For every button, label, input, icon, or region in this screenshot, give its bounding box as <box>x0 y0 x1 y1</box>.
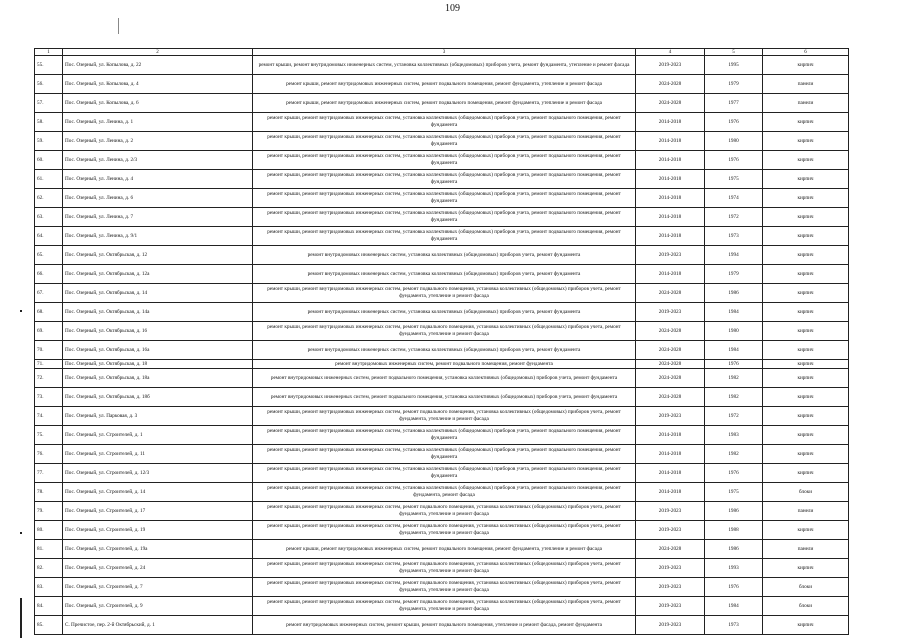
period-cell: 2014-2018 <box>636 227 705 246</box>
row-number-cell: 63. <box>35 208 63 227</box>
table-row <box>35 426 849 445</box>
year-built-cell: 1979 <box>705 75 763 94</box>
period-cell: 2019-2023 <box>636 407 705 426</box>
row-number-cell: 81. <box>35 540 63 559</box>
row-number-cell: 73. <box>35 388 63 407</box>
table-row <box>35 113 849 132</box>
address-cell: Пос. Озерный, ул. Ленина, д. 6 <box>63 189 253 208</box>
table-row <box>35 284 849 303</box>
wall-material-cell: панели <box>763 540 849 559</box>
address-cell: Пос. Озерный, ул. Октябрьская, д. 18 <box>63 360 253 369</box>
row-number-cell: 70. <box>35 341 63 360</box>
works-cell: ремонт внутридомовых инженерных систем, ремонт крыши, ремонт подвального помещения, утепление и ремонт фасада, ремонт фундамента <box>253 616 636 635</box>
works-cell: ремонт внутридомовых инженерных систем, установка коллективных (общедомовых) приборов учета, ремонт фундамента <box>253 246 636 265</box>
wall-material-cell: кирпич <box>763 360 849 369</box>
works-cell: ремонт крыши, ремонт внутридомовых инженерных систем, установка коллективных (общедомовых) приборов учета, ремонт фундамента, утепление и ремонт фасада <box>253 56 636 75</box>
table-row <box>35 464 849 483</box>
row-number-cell: 66. <box>35 265 63 284</box>
row-number-cell: 75. <box>35 426 63 445</box>
period-cell: 2024-2028 <box>636 341 705 360</box>
row-number-cell: 85. <box>35 616 63 635</box>
wall-material-cell: кирпич <box>763 113 849 132</box>
table-row <box>35 94 849 113</box>
period-cell: 2024-2028 <box>636 284 705 303</box>
period-cell: 2019-2023 <box>636 56 705 75</box>
table-row <box>35 341 849 360</box>
works-cell: ремонт крыши, ремонт внутридомовых инженерных систем, ремонт подвального помещения, ремонт фундамента, утепление и ремонт фасада <box>253 94 636 113</box>
period-cell: 2014-2018 <box>636 445 705 464</box>
period-cell: 2014-2018 <box>636 113 705 132</box>
year-built-cell: 1988 <box>705 521 763 540</box>
year-built-cell: 1982 <box>705 369 763 388</box>
year-built-cell: 1976 <box>705 151 763 170</box>
row-number-cell: 83. <box>35 578 63 597</box>
table-row <box>35 132 849 151</box>
works-cell: ремонт крыши, ремонт внутридомовых инженерных систем, установка коллективных (общедомовых) приборов учета, ремонт подвального помещения, ремонт фундамента <box>253 208 636 227</box>
address-cell: Пос. Озерный, ул. Копылова, д. 22 <box>63 56 253 75</box>
wall-material-cell: блоки <box>763 483 849 502</box>
address-cell: Пос. Озерный, ул. Строителей, д. 19 <box>63 521 253 540</box>
period-cell: 2019-2023 <box>636 521 705 540</box>
works-cell: ремонт крыши, ремонт внутридомовых инженерных систем, установка коллективных (общедомовых) приборов учета, ремонт подвального помещения, ремонт фундамента <box>253 227 636 246</box>
works-cell: ремонт внутридомовых инженерных систем, ремонт подвального помещения, установка коллективных (общедомовых) приборов учета, ремонт фундамента <box>253 369 636 388</box>
works-cell: ремонт крыши, ремонт внутридомовых инженерных систем, ремонт подвального помещения, установка коллективных (общедомовых) приборов учета, ремонт фундамента, утепление и ремонт фасада <box>253 521 636 540</box>
address-cell: Пос. Озерный, ул. Копылова, д. 6 <box>63 94 253 113</box>
table-row <box>35 407 849 426</box>
row-number-cell: 76. <box>35 445 63 464</box>
year-built-cell: 1986 <box>705 540 763 559</box>
binding-tick-mark <box>20 310 22 312</box>
table-row <box>35 75 849 94</box>
address-cell: С. Пречистое, пер. 2-й Октябрьский, д. 1 <box>63 616 253 635</box>
address-cell: Пос. Озерный, ул. Строителей, д. 9 <box>63 597 253 616</box>
table-row <box>35 56 849 75</box>
year-built-cell: 1975 <box>705 170 763 189</box>
year-built-cell: 1984 <box>705 597 763 616</box>
period-cell: 2014-2018 <box>636 426 705 445</box>
address-cell: Пос. Озерный, ул. Октябрьская, д. 12 <box>63 246 253 265</box>
works-cell: ремонт крыши, ремонт внутридомовых инженерных систем, ремонт подвального помещения, установка коллективных (общедомовых) приборов учета, ремонт фундамента, утепление и ремонт фасада <box>253 559 636 578</box>
period-cell: 2024-2028 <box>636 369 705 388</box>
year-built-cell: 1982 <box>705 388 763 407</box>
row-number-cell: 82. <box>35 559 63 578</box>
address-cell: Пос. Озерный, ул. Октябрьская, д. 14а <box>63 303 253 322</box>
wall-material-cell: кирпич <box>763 246 849 265</box>
year-built-cell: 1979 <box>705 265 763 284</box>
table-row <box>35 170 849 189</box>
table-row <box>35 265 849 284</box>
address-cell: Пос. Озерный, ул. Ленина, д. 2 <box>63 132 253 151</box>
works-cell: ремонт крыши, ремонт внутридомовых инженерных систем, ремонт подвального помещения, установка коллективных (общедомовых) приборов учета, ремонт фундамента, утепление и ремонт фасада <box>253 502 636 521</box>
wall-material-cell: кирпич <box>763 521 849 540</box>
period-cell: 2024-2028 <box>636 360 705 369</box>
column-header: 5 <box>705 49 763 56</box>
year-built-cell: 1993 <box>705 559 763 578</box>
address-cell: Пос. Озерный, ул. Ленина, д. 7 <box>63 208 253 227</box>
table-row <box>35 227 849 246</box>
row-number-cell: 61. <box>35 170 63 189</box>
year-built-cell: 1976 <box>705 578 763 597</box>
year-built-cell: 1977 <box>705 94 763 113</box>
works-cell: ремонт крыши, ремонт внутридомовых инженерных систем, ремонт подвального помещения, установка коллективных (общедомовых) приборов учета, ремонт фундамента, утепление и ремонт фасада <box>253 322 636 341</box>
row-number-cell: 79. <box>35 502 63 521</box>
wall-material-cell: кирпич <box>763 151 849 170</box>
row-number-cell: 71. <box>35 360 63 369</box>
table-row <box>35 502 849 521</box>
table-row <box>35 578 849 597</box>
wall-material-cell: кирпич <box>763 445 849 464</box>
works-cell: ремонт крыши, ремонт внутридомовых инженерных систем, установка коллективных (общедомовых) приборов учета, ремонт подвального помещения, ремонт фундамента <box>253 151 636 170</box>
address-cell: Пос. Озерный, ул. Октябрьская, д. 16а <box>63 341 253 360</box>
address-cell: Пос. Озерный, ул. Строителей, д. 7 <box>63 578 253 597</box>
wall-material-cell: кирпич <box>763 208 849 227</box>
row-number-cell: 80. <box>35 521 63 540</box>
period-cell: 2019-2023 <box>636 502 705 521</box>
wall-material-cell: кирпич <box>763 227 849 246</box>
row-number-cell: 57. <box>35 94 63 113</box>
works-cell: ремонт крыши, ремонт внутридомовых инженерных систем, ремонт подвального помещения, ремонт фундамента, утепление и ремонт фасада <box>253 540 636 559</box>
address-cell: Пос. Озерный, ул. Октябрьская, д. 18а <box>63 369 253 388</box>
address-cell: Пос. Озерный, ул. Строителей, д. 11 <box>63 445 253 464</box>
works-cell: ремонт внутридомовых инженерных систем, установка коллективных (общедомовых) приборов учета, ремонт фундамента <box>253 265 636 284</box>
works-cell: ремонт крыши, ремонт внутридомовых инженерных систем, установка коллективных (общедомовых) приборов учета, ремонт подвального помещения, ремонт фундамента <box>253 464 636 483</box>
table-row <box>35 597 849 616</box>
period-cell: 2024-2028 <box>636 94 705 113</box>
row-number-cell: 59. <box>35 132 63 151</box>
year-built-cell: 1984 <box>705 303 763 322</box>
wall-material-cell: кирпич <box>763 322 849 341</box>
address-cell: Пос. Озерный, ул. Строителей, д. 12/3 <box>63 464 253 483</box>
row-number-cell: 69. <box>35 322 63 341</box>
address-cell: Пос. Озерный, ул. Ленина, д. 4 <box>63 170 253 189</box>
wall-material-cell: кирпич <box>763 341 849 360</box>
wall-material-cell: блоки <box>763 578 849 597</box>
row-number-cell: 84. <box>35 597 63 616</box>
year-built-cell: 1976 <box>705 113 763 132</box>
table-row <box>35 208 849 227</box>
wall-material-cell: кирпич <box>763 369 849 388</box>
wall-material-cell: кирпич <box>763 189 849 208</box>
period-cell: 2024-2028 <box>636 322 705 341</box>
period-cell: 2024-2028 <box>636 540 705 559</box>
table-row <box>35 303 849 322</box>
address-cell: Пос. Озерный, ул. Октябрьская, д. 16 <box>63 322 253 341</box>
address-cell: Пос. Озерный, ул. Строителей, д. 14 <box>63 483 253 502</box>
year-built-cell: 1994 <box>705 246 763 265</box>
table-row <box>35 483 849 502</box>
works-cell: ремонт крыши, ремонт внутридомовых инженерных систем, установка коллективных (общедомовых) приборов учета, ремонт подвального помещения, ремонт фундамента <box>253 189 636 208</box>
year-built-cell: 1980 <box>705 322 763 341</box>
address-cell: Пос. Озерный, ул. Октябрьская, д. 14 <box>63 284 253 303</box>
column-header: 3 <box>253 49 636 56</box>
year-built-cell: 1972 <box>705 208 763 227</box>
wall-material-cell: кирпич <box>763 388 849 407</box>
table-row <box>35 246 849 265</box>
period-cell: 2014-2018 <box>636 151 705 170</box>
year-built-cell: 1976 <box>705 360 763 369</box>
year-built-cell: 1986 <box>705 502 763 521</box>
period-cell: 2019-2023 <box>636 616 705 635</box>
address-cell: Пос. Озерный, ул. Строителей, д. 19а <box>63 540 253 559</box>
row-number-cell: 55. <box>35 56 63 75</box>
works-cell: ремонт внутридомовых инженерных систем, ремонт подвального помещения, ремонт фундамента <box>253 360 636 369</box>
address-cell: Пос. Озерный, ул. Строителей, д. 17 <box>63 502 253 521</box>
column-header: 2 <box>63 49 253 56</box>
column-header: 6 <box>763 49 849 56</box>
wall-material-cell: кирпич <box>763 464 849 483</box>
table-row <box>35 521 849 540</box>
housing-repair-table <box>34 48 849 635</box>
year-built-cell: 1986 <box>705 284 763 303</box>
row-number-cell: 68. <box>35 303 63 322</box>
wall-material-cell: блоки <box>763 597 849 616</box>
year-built-cell: 1972 <box>705 407 763 426</box>
row-number-cell: 74. <box>35 407 63 426</box>
period-cell: 2014-2018 <box>636 132 705 151</box>
period-cell: 2019-2023 <box>636 578 705 597</box>
year-built-cell: 1980 <box>705 132 763 151</box>
address-cell: Пос. Озерный, ул. Копылова, д. 4 <box>63 75 253 94</box>
table-row <box>35 369 849 388</box>
works-cell: ремонт крыши, ремонт внутридомовых инженерных систем, ремонт подвального помещения, установка коллективных (общедомовых) приборов учета, ремонт фундамента, утепление и ремонт фасада <box>253 407 636 426</box>
row-number-cell: 67. <box>35 284 63 303</box>
binding-tick-mark <box>20 532 22 534</box>
year-built-cell: 1973 <box>705 616 763 635</box>
address-cell: Пос. Озерный, ул. Строителей, д. 24 <box>63 559 253 578</box>
address-cell: Пос. Озерный, ул. Парковая, д. 3 <box>63 407 253 426</box>
year-built-cell: 1975 <box>705 483 763 502</box>
row-number-cell: 72. <box>35 369 63 388</box>
wall-material-cell: кирпич <box>763 303 849 322</box>
wall-material-cell: панели <box>763 75 849 94</box>
wall-material-cell: кирпич <box>763 56 849 75</box>
table-row <box>35 616 849 635</box>
wall-material-cell: кирпич <box>763 265 849 284</box>
column-number-row <box>35 49 849 56</box>
period-cell: 2014-2018 <box>636 208 705 227</box>
year-built-cell: 1983 <box>705 426 763 445</box>
row-number-cell: 64. <box>35 227 63 246</box>
wall-material-cell: кирпич <box>763 284 849 303</box>
table-row <box>35 445 849 464</box>
wall-material-cell: кирпич <box>763 559 849 578</box>
address-cell: Пос. Озерный, ул. Ленина, д. 9/1 <box>63 227 253 246</box>
works-cell: ремонт крыши, ремонт внутридомовых инженерных систем, установка коллективных (общедомовых) приборов учета, ремонт подвального помещения, ремонт фундамента, ремонт фасада <box>253 483 636 502</box>
works-cell: ремонт крыши, ремонт внутридомовых инженерных систем, установка коллективных (общедомовых) приборов учета, ремонт подвального помещения, ремонт фундамента <box>253 426 636 445</box>
period-cell: 2019-2023 <box>636 597 705 616</box>
wall-material-cell: панели <box>763 502 849 521</box>
page-number: 109 <box>445 3 460 14</box>
works-cell: ремонт внутридомовых инженерных систем, установка коллективных (общедомовых) приборов учета, ремонт фундамента <box>253 341 636 360</box>
address-cell: Пос. Озерный, ул. Октябрьская, д. 18б <box>63 388 253 407</box>
column-header: 4 <box>636 49 705 56</box>
address-cell: Пос. Озерный, ул. Строителей, д. 1 <box>63 426 253 445</box>
table-row <box>35 189 849 208</box>
table-row <box>35 540 849 559</box>
period-cell: 2019-2023 <box>636 559 705 578</box>
binding-tick-mark <box>20 598 22 638</box>
period-cell: 2024-2028 <box>636 75 705 94</box>
row-number-cell: 56. <box>35 75 63 94</box>
address-cell: Пос. Озерный, ул. Ленина, д. 2/3 <box>63 151 253 170</box>
year-built-cell: 1976 <box>705 464 763 483</box>
row-number-cell: 78. <box>35 483 63 502</box>
wall-material-cell: кирпич <box>763 170 849 189</box>
table-row <box>35 151 849 170</box>
wall-material-cell: кирпич <box>763 132 849 151</box>
wall-material-cell: кирпич <box>763 616 849 635</box>
period-cell: 2019-2023 <box>636 246 705 265</box>
table-row <box>35 322 849 341</box>
row-number-cell: 62. <box>35 189 63 208</box>
works-cell: ремонт крыши, ремонт внутридомовых инженерных систем, установка коллективных (общедомовых) приборов учета, ремонт подвального помещения, ремонт фундамента <box>253 113 636 132</box>
binding-tick-mark <box>118 18 119 34</box>
works-cell: ремонт крыши, ремонт внутридомовых инженерных систем, ремонт подвального помещения, установка коллективных (общедомовых) приборов учета, ремонт фундамента, утепление и ремонт фасада <box>253 284 636 303</box>
year-built-cell: 1984 <box>705 341 763 360</box>
period-cell: 2019-2023 <box>636 303 705 322</box>
works-cell: ремонт крыши, ремонт внутридомовых инженерных систем, установка коллективных (общедомовых) приборов учета, ремонт подвального помещения, ремонт фундамента <box>253 132 636 151</box>
works-cell: ремонт крыши, ремонт внутридомовых инженерных систем, ремонт подвального помещения, ремонт фундамента, утепление и ремонт фасада <box>253 75 636 94</box>
year-built-cell: 1995 <box>705 56 763 75</box>
year-built-cell: 1974 <box>705 189 763 208</box>
table-row <box>35 388 849 407</box>
works-cell: ремонт внутридомовых инженерных систем, ремонт подвального помещения, установка коллективных (общедомовых) приборов учета, ремонт фундамента <box>253 388 636 407</box>
period-cell: 2014-2018 <box>636 189 705 208</box>
year-built-cell: 1973 <box>705 227 763 246</box>
column-header: 1 <box>35 49 63 56</box>
row-number-cell: 77. <box>35 464 63 483</box>
address-cell: Пос. Озерный, ул. Ленина, д. 1 <box>63 113 253 132</box>
period-cell: 2014-2018 <box>636 483 705 502</box>
period-cell: 2024-2028 <box>636 388 705 407</box>
works-cell: ремонт крыши, ремонт внутридомовых инженерных систем, установка коллективных (общедомовых) приборов учета, ремонт подвального помещения, ремонт фундамента <box>253 170 636 189</box>
table-row <box>35 360 849 369</box>
period-cell: 2014-2018 <box>636 464 705 483</box>
period-cell: 2014-2018 <box>636 265 705 284</box>
works-cell: ремонт крыши, ремонт внутридомовых инженерных систем, ремонт подвального помещения, установка коллективных (общедомовых) приборов учета, ремонт фундамента, утепление и ремонт фасада <box>253 578 636 597</box>
row-number-cell: 60. <box>35 151 63 170</box>
table-row <box>35 559 849 578</box>
address-cell: Пос. Озерный, ул. Октябрьская, д. 12а <box>63 265 253 284</box>
period-cell: 2014-2018 <box>636 170 705 189</box>
wall-material-cell: кирпич <box>763 426 849 445</box>
works-cell: ремонт крыши, ремонт внутридомовых инженерных систем, установка коллективных (общедомовых) приборов учета, ремонт подвального помещения, ремонт фундамента <box>253 445 636 464</box>
year-built-cell: 1982 <box>705 445 763 464</box>
wall-material-cell: панели <box>763 94 849 113</box>
wall-material-cell: кирпич <box>763 407 849 426</box>
works-cell: ремонт внутридомовых инженерных систем, установка коллективных (общедомовых) приборов учета, ремонт фундамента <box>253 303 636 322</box>
row-number-cell: 65. <box>35 246 63 265</box>
row-number-cell: 58. <box>35 113 63 132</box>
works-cell: ремонт крыши, ремонт внутридомовых инженерных систем, ремонт подвального помещения, установка коллективных (общедомовых) приборов учета, ремонт фундамента, утепление и ремонт фасада <box>253 597 636 616</box>
